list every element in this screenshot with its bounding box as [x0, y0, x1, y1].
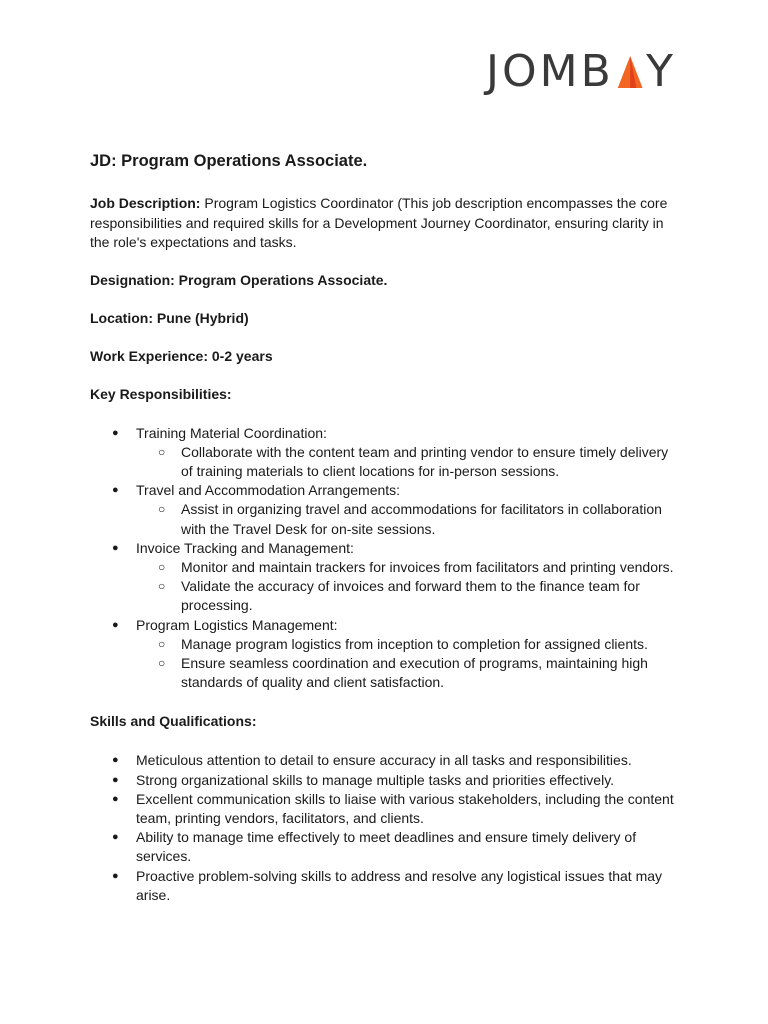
- list-item: ● Meticulous attention to detail to ensure accuracy in all tasks and responsibilities.: [90, 751, 680, 770]
- sub-list: [136, 635, 680, 693]
- location-field: Location: Pune (Hybrid): [90, 309, 249, 326]
- responsibility-label: Program Logistics Management:: [136, 616, 338, 633]
- sub-list-item: ○ Assist in organizing travel and accommodations for facilitators in collaboration with the Travel Desk for on-site sessions.: [136, 500, 680, 538]
- list-item: ● Strong organizational skills to manage multiple tasks and priorities effectively.: [90, 771, 680, 790]
- job-description-text: Program Logistics Coordinator (This job description encompasses the core responsibilities and required skills for a Development Journey Coordinator, ensuring clarity in the role's expectations and tasks.: [90, 195, 668, 250]
- list-item: [90, 481, 680, 539]
- logo-text-right: Y: [646, 46, 676, 97]
- list-item: ● Ability to manage time effectively to meet deadlines and ensure timely delivery of services.: [90, 828, 680, 866]
- responsibilities-heading: Key Responsibilities:: [90, 385, 232, 402]
- responsibility-label: Travel and Accommodation Arrangements:: [136, 482, 401, 499]
- logo-text-left: JOMB: [486, 46, 614, 97]
- designation-field: Designation: Program Operations Associate.: [90, 271, 388, 288]
- responsibilities-list: [90, 424, 680, 693]
- skills-list: [90, 751, 680, 905]
- job-description-paragraph: [90, 194, 680, 253]
- sub-list: [136, 500, 680, 538]
- sub-list: [136, 443, 680, 481]
- sub-list-item: ○ Monitor and maintain trackers for invoices from facilitators and printing vendors.: [136, 558, 680, 577]
- responsibility-label: Invoice Tracking and Management:: [136, 539, 354, 556]
- list-item: ● Excellent communication skills to liaise with various stakeholders, including the content team, printing vendors, facilitators, and clients.: [90, 790, 680, 828]
- company-logo: [486, 48, 676, 96]
- skills-heading: Skills and Qualifications:: [90, 713, 257, 730]
- job-description-document: [90, 150, 680, 925]
- list-item: [90, 616, 680, 693]
- sub-list-item: ○ Manage program logistics from inception to completion for assigned clients.: [136, 635, 680, 654]
- page-title: JD: Program Operations Associate.: [90, 152, 368, 170]
- list-item: ● Proactive problem-solving skills to address and resolve any logistical issues that may arise.: [90, 867, 680, 905]
- logo-accent-icon: [616, 52, 644, 92]
- sub-list-item: ○ Ensure seamless coordination and execution of programs, maintaining high standards of quality and client satisfaction.: [136, 654, 680, 692]
- list-item: [90, 424, 680, 482]
- sub-list-item: ○ Validate the accuracy of invoices and forward them to the finance team for processing.: [136, 577, 680, 615]
- sub-list-item: ○ Collaborate with the content team and printing vendor to ensure timely delivery of training materials to client locations for in-person sessions.: [136, 443, 680, 481]
- responsibility-label: Training Material Coordination:: [136, 424, 327, 441]
- job-description-label: Job Description:: [90, 195, 201, 211]
- experience-field: Work Experience: 0-2 years: [90, 347, 273, 364]
- list-item: [90, 539, 680, 616]
- sub-list: [136, 558, 680, 616]
